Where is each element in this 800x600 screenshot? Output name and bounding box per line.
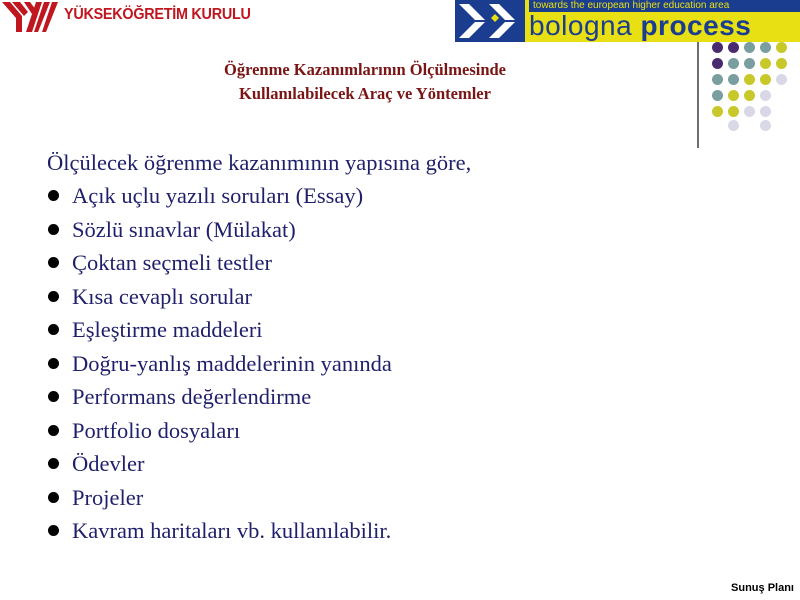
list-item <box>47 246 687 280</box>
slide-title-line1: Öğrenme Kazanımlarının Ölçülmesinde <box>223 60 507 79</box>
sunus-plani-link[interactable]: Sunuş Planı <box>731 582 794 594</box>
decor-dot <box>712 90 723 101</box>
decor-dot <box>776 58 787 69</box>
list-item <box>47 313 687 347</box>
decorative-dot-grid <box>710 40 800 130</box>
decor-dot <box>712 106 723 117</box>
process-word: process <box>640 10 752 41</box>
bologna-word: bologna <box>529 10 633 41</box>
bullet-icon <box>48 492 59 503</box>
decor-dot <box>744 58 755 69</box>
bullet-icon <box>48 190 59 201</box>
decor-dot <box>760 120 771 131</box>
decor-dot <box>728 42 739 53</box>
list-item <box>47 280 687 314</box>
list-item-text: Doğru-yanlış maddelerinin yanında <box>72 350 392 376</box>
yok-emblem-icon <box>2 2 60 32</box>
list-item-text: Kavram haritaları vb. kullanılabilir. <box>72 518 392 543</box>
decor-dot <box>760 74 771 85</box>
slide-body <box>47 146 687 548</box>
decor-dot <box>760 42 771 53</box>
list-item <box>47 347 687 381</box>
yok-logo <box>0 0 251 34</box>
method-list <box>47 179 687 548</box>
bologna-process-banner <box>455 0 800 42</box>
decor-dot <box>728 90 739 101</box>
decor-dot <box>776 74 787 85</box>
list-item-text: Kısa cevaplı sorular <box>72 283 252 309</box>
list-item <box>47 179 687 213</box>
list-item-text: Portfolio dosyaları <box>72 417 241 443</box>
slide-title-line2: Kullanılabilecek Araç ve Yöntemler <box>239 84 491 103</box>
yok-logo-text: YÜKSEKÖĞRETİM KURULU <box>64 6 251 23</box>
decor-dot <box>744 42 755 53</box>
bullet-icon <box>48 525 59 536</box>
decor-dot <box>760 58 771 69</box>
vertical-divider <box>697 42 699 148</box>
list-item-text: Sözlü sınavlar (Mülakat) <box>72 216 296 242</box>
decor-dot <box>744 90 755 101</box>
decor-dot <box>728 106 739 117</box>
decor-dot <box>728 74 739 85</box>
decor-dot <box>712 74 723 85</box>
list-item <box>47 414 687 448</box>
list-item <box>47 447 687 481</box>
decor-dot <box>776 42 787 53</box>
decor-dot <box>712 42 723 53</box>
bologna-subtitle: towards the european higher education area <box>529 0 800 12</box>
list-item-text: Performans değerlendirme <box>72 384 312 409</box>
bullet-icon <box>48 458 59 469</box>
list-item <box>47 481 687 515</box>
list-item-text: Ödevler <box>72 451 145 476</box>
bullet-icon <box>48 358 59 369</box>
decor-dot <box>744 74 755 85</box>
decor-dot <box>712 58 723 69</box>
bullet-icon <box>48 257 59 268</box>
decor-dot <box>744 106 755 117</box>
bologna-stars-icon <box>455 0 525 42</box>
decor-dot <box>760 106 771 117</box>
list-item <box>47 380 687 414</box>
bologna-wordmark <box>529 10 751 42</box>
slide-title <box>140 58 590 106</box>
list-item-text: Çoktan seçmeli testler <box>72 250 272 275</box>
list-item-text: Eşleştirme maddeleri <box>72 317 263 342</box>
list-item <box>47 213 687 247</box>
list-item-text: Projeler <box>72 484 144 510</box>
list-item <box>47 514 687 548</box>
decor-dot <box>728 58 739 69</box>
bullet-icon <box>48 391 59 402</box>
bullet-icon <box>48 324 59 335</box>
bullet-icon <box>48 425 59 436</box>
bullet-icon <box>48 291 59 302</box>
list-item-text: Açık uçlu yazılı soruları (Essay) <box>72 183 364 208</box>
decor-dot <box>728 120 739 131</box>
intro-text: Ölçülecek öğrenme kazanımının yapısına göre, <box>47 150 472 175</box>
bullet-icon <box>48 224 59 235</box>
decor-dot <box>760 90 771 101</box>
